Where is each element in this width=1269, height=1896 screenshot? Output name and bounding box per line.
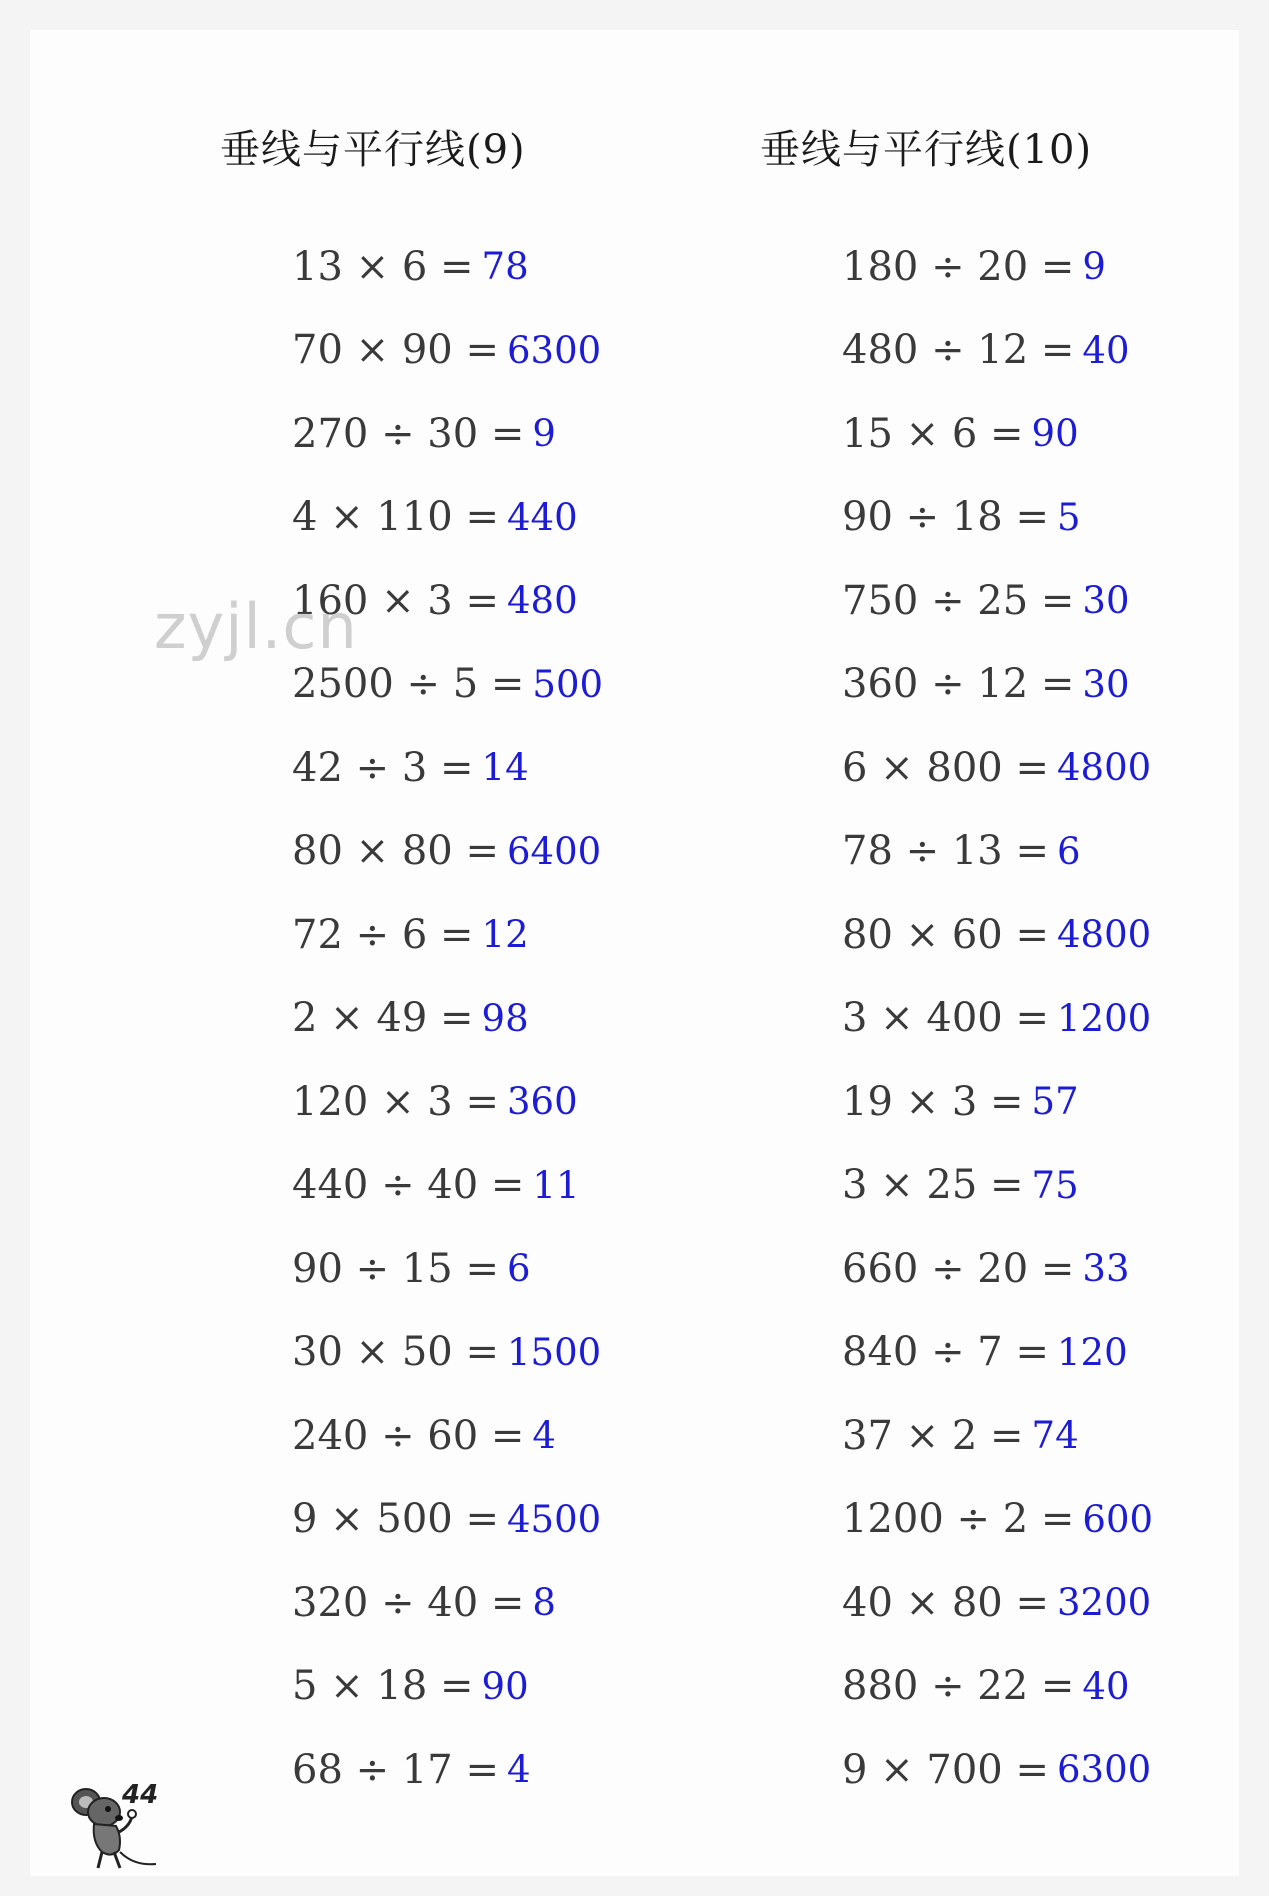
problem-answer: 40 — [1082, 1664, 1130, 1708]
problem-answer: 30 — [1082, 662, 1130, 706]
problem-expression: 42 ÷ 3 = — [292, 744, 474, 791]
problem-row — [842, 977, 1153, 1061]
problem-expression: 80 × 60 = — [842, 911, 1049, 958]
problem-answer: 4 — [532, 1414, 556, 1458]
problem-expression: 78 ÷ 13 = — [842, 828, 1049, 875]
problem-answer: 480 — [506, 579, 578, 623]
problem-expression: 70 × 90 = — [292, 327, 499, 374]
problem-answer: 6300 — [1056, 1748, 1152, 1792]
worksheet-page — [30, 30, 1239, 1876]
problem-expression: 72 ÷ 6 = — [292, 911, 474, 958]
problem-expression: 320 ÷ 40 = — [292, 1579, 525, 1626]
problem-answer: 78 — [481, 245, 529, 289]
problem-row — [842, 1060, 1153, 1144]
problem-row — [292, 726, 603, 810]
problem-expression: 270 ÷ 30 = — [292, 410, 525, 457]
problem-expression: 9 × 700 = — [842, 1746, 1049, 1793]
problem-expression: 15 × 6 = — [842, 410, 1024, 457]
problem-row — [292, 893, 603, 977]
problem-row — [292, 1144, 603, 1228]
problem-expression: 30 × 50 = — [292, 1329, 499, 1376]
problem-answer: 75 — [1031, 1163, 1079, 1207]
problem-row — [292, 392, 603, 476]
problem-expression: 80 × 80 = — [292, 828, 499, 875]
problem-expression: 840 ÷ 7 = — [842, 1329, 1049, 1376]
problem-row — [842, 1728, 1153, 1812]
problem-row — [842, 726, 1153, 810]
problem-answer: 90 — [481, 1664, 529, 1708]
problem-answer: 98 — [481, 996, 529, 1040]
problem-answer: 6 — [1056, 829, 1081, 873]
left-title: 垂线与平行线(9) — [220, 127, 526, 173]
problem-expression: 120 × 3 = — [292, 1078, 499, 1125]
problem-answer: 3200 — [1056, 1581, 1152, 1625]
problem-answer: 600 — [1082, 1497, 1154, 1541]
problem-answer: 4 — [506, 1748, 531, 1792]
problem-expression: 13 × 6 = — [292, 243, 474, 290]
watermark: zyjl.cn — [154, 590, 358, 663]
problem-expression: 160 × 3 = — [292, 577, 499, 624]
problem-row — [842, 1478, 1153, 1562]
problem-answer: 14 — [481, 746, 529, 790]
problem-answer: 9 — [1082, 245, 1106, 289]
problem-row — [292, 1311, 603, 1395]
problem-row — [292, 810, 603, 894]
problem-row — [842, 559, 1153, 643]
problem-expression: 5 × 18 = — [292, 1663, 474, 1710]
problem-row — [842, 1394, 1153, 1478]
problem-row — [842, 1311, 1153, 1395]
problem-row — [292, 225, 603, 309]
problem-answer: 6300 — [506, 328, 602, 372]
problem-answer: 40 — [1082, 328, 1130, 372]
problem-expression: 750 ÷ 25 = — [842, 577, 1075, 624]
problem-row — [842, 392, 1153, 476]
problem-row — [292, 1561, 603, 1645]
problem-row — [292, 1394, 603, 1478]
problem-row — [842, 1561, 1153, 1645]
problem-expression: 360 ÷ 12 = — [842, 661, 1075, 708]
problem-answer: 500 — [532, 662, 604, 706]
problem-answer: 11 — [532, 1163, 580, 1207]
problem-expression: 240 ÷ 60 = — [292, 1412, 525, 1459]
problem-expression: 1200 ÷ 2 = — [842, 1496, 1075, 1543]
problem-answer: 4800 — [1056, 913, 1152, 957]
problem-expression: 6 × 800 = — [842, 744, 1049, 791]
problem-row — [292, 309, 603, 393]
problem-expression: 180 ÷ 20 = — [842, 243, 1075, 290]
problem-answer: 30 — [1082, 579, 1130, 623]
right-problem-list — [842, 225, 1153, 1812]
problem-row — [292, 1728, 603, 1812]
problem-row — [842, 225, 1153, 309]
problem-answer: 90 — [1031, 412, 1079, 456]
problem-expression: 2 × 49 = — [292, 995, 474, 1042]
problem-answer: 360 — [506, 1080, 578, 1124]
problem-answer: 1500 — [506, 1330, 602, 1374]
problem-expression: 9 × 500 = — [292, 1496, 499, 1543]
problem-expression: 3 × 400 = — [842, 995, 1049, 1042]
problem-answer: 440 — [506, 495, 578, 539]
page-number: 44 — [122, 1780, 159, 1810]
problem-row — [842, 810, 1153, 894]
problem-expression: 480 ÷ 12 = — [842, 327, 1075, 374]
problem-expression: 440 ÷ 40 = — [292, 1162, 525, 1209]
problem-answer: 57 — [1031, 1080, 1079, 1124]
problem-row — [292, 1060, 603, 1144]
problem-row — [842, 1645, 1153, 1729]
problem-expression: 4 × 110 = — [292, 494, 499, 541]
problem-answer: 4500 — [506, 1497, 602, 1541]
problem-row — [292, 1478, 603, 1562]
problem-row — [842, 643, 1153, 727]
problem-row — [292, 977, 603, 1061]
problem-expression: 880 ÷ 22 = — [842, 1663, 1075, 1710]
problem-row — [842, 1227, 1153, 1311]
problem-answer: 120 — [1056, 1330, 1128, 1374]
problem-row — [842, 893, 1153, 977]
problem-expression: 3 × 25 = — [842, 1162, 1024, 1209]
right-title: 垂线与平行线(10) — [760, 127, 1093, 173]
problem-expression: 40 × 80 = — [842, 1579, 1049, 1626]
problem-expression: 660 ÷ 20 = — [842, 1245, 1075, 1292]
problem-answer: 1200 — [1056, 996, 1152, 1040]
problem-row — [842, 476, 1153, 560]
problem-expression: 68 ÷ 17 = — [292, 1746, 499, 1793]
problem-expression: 2500 ÷ 5 = — [292, 661, 525, 708]
problem-row — [842, 1144, 1153, 1228]
problem-row — [292, 1645, 603, 1729]
problem-answer: 4800 — [1056, 746, 1152, 790]
problem-row — [292, 1227, 603, 1311]
problem-answer: 12 — [481, 913, 529, 957]
problem-expression: 90 ÷ 15 = — [292, 1245, 499, 1292]
problem-row — [842, 309, 1153, 393]
problem-answer: 33 — [1082, 1247, 1130, 1291]
left-problem-list — [292, 225, 603, 1812]
problem-answer: 5 — [1056, 495, 1081, 539]
problem-expression: 90 ÷ 18 = — [842, 494, 1049, 541]
problem-answer: 6 — [506, 1247, 531, 1291]
problem-answer: 8 — [532, 1581, 556, 1625]
problem-answer: 6400 — [506, 829, 602, 873]
problem-row — [292, 476, 603, 560]
problem-expression: 37 × 2 = — [842, 1412, 1024, 1459]
problem-answer: 74 — [1031, 1414, 1079, 1458]
problem-expression: 19 × 3 = — [842, 1078, 1024, 1125]
problem-answer: 9 — [532, 412, 556, 456]
